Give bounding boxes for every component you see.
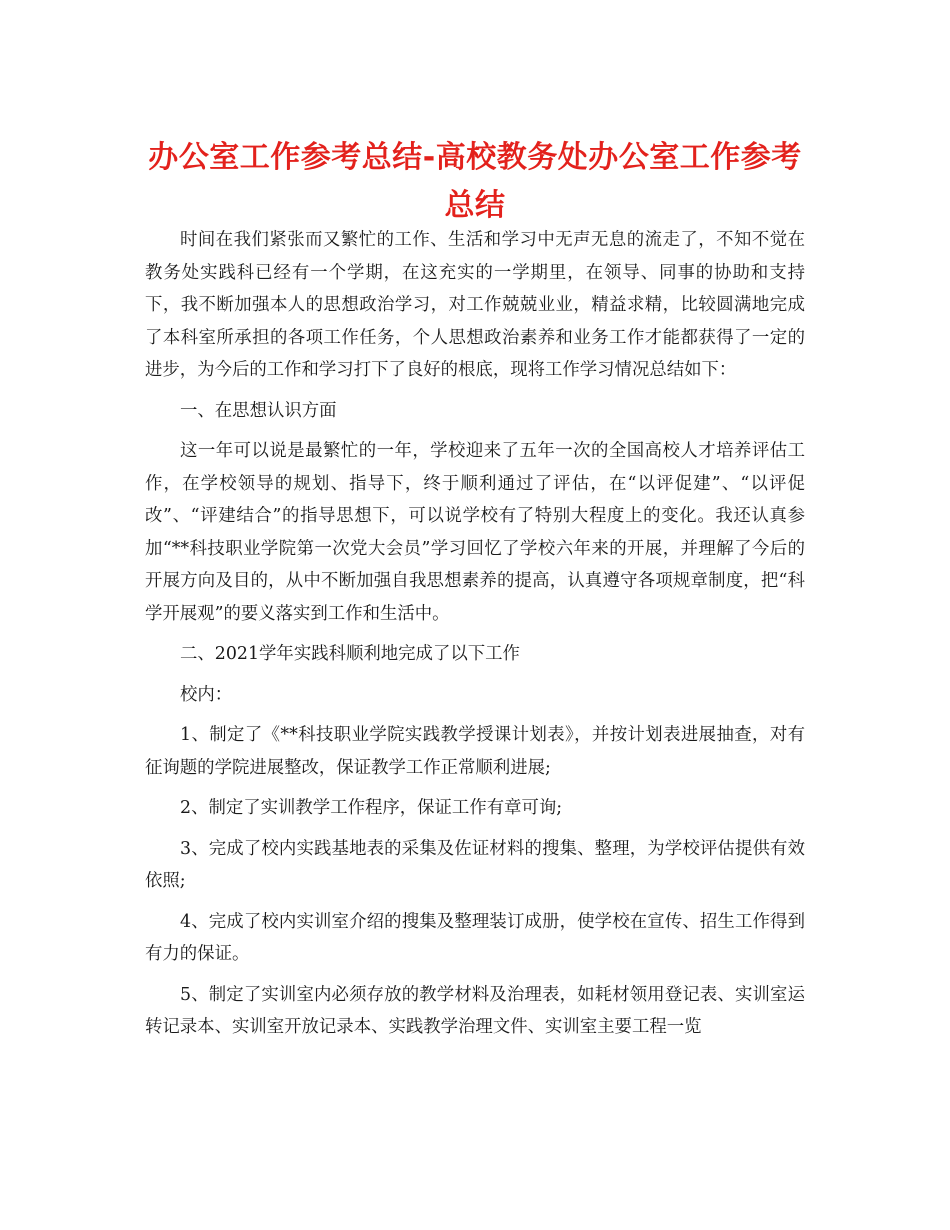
paragraph-intro: 时间在我们紧张而又繁忙的工作、生活和学习中无声无息的流走了，不知不觉在教务处实践科已经有一个学期，在这充实的一学期里，在领导、同事的协助和支持下，我不断加强本人的思想政治学习，对工作兢兢业业，精益求精，比较圆满地完成了本科室所承担的各项工作任务，个人思想政治素养和业务工作才能都获得了一定的进步，为今后的工作和学习打下了良好的根底，现将工作学习情况总结如下： <box>145 230 805 380</box>
document-title: 办公室工作参考总结-高校教务处办公室工作参考总结 <box>148 140 802 223</box>
section-heading-1: 一、在思想认识方面 <box>180 400 337 421</box>
list-item-4: 4、完成了校内实训室介绍的搜集及整理装订成册，使学校在宣传、招生工作得到有力的保证。 <box>145 911 805 964</box>
list-item-2: 2、制定了实训教学工作程序，保证工作有章可询; <box>180 798 563 818</box>
subheading-on-campus: 校内： <box>180 684 233 705</box>
document-body <box>145 224 805 1052</box>
list-item-3: 3、完成了校内实践基地表的采集及佐证材料的搜集、整理，为学校评估提供有效依照; <box>145 838 805 891</box>
section-heading-2: 二、2021学年实践科顺利地完成了以下工作 <box>180 644 520 664</box>
list-item-5: 5、制定了实训室内必须存放的教学材料及治理表，如耗材领用登记表、实训室运转记录本、实训室开放记录本、实践教学治理文件、实训室主要工程一览 <box>145 984 805 1037</box>
paragraph-thought: 这一年可以说是最繁忙的一年，学校迎来了五年一次的全国高校人才培养评估工作，在学校领导的规划、指导下，终于顺利通过了评估，在“以评促建”、“以评促改”、“评建结合”的指导思想下，可以说学校有了特别大程度上的变化。我还认真参加“**科技职业学院第一次党大会员”学习回忆了学校六年来的开展，并理解了今后的开展方向及目的，从中不断加强自我思想素养的提高，认真遵守各项规章制度，把“科学开展观”的要义落实到工作和生活中。 <box>145 441 805 624</box>
list-item-1: 1、制定了《**科技职业学院实践教学授课计划表》，并按计划表进展抽查，对有征询题的学院进展整改，保证教学工作正常顺利进展; <box>145 725 805 778</box>
